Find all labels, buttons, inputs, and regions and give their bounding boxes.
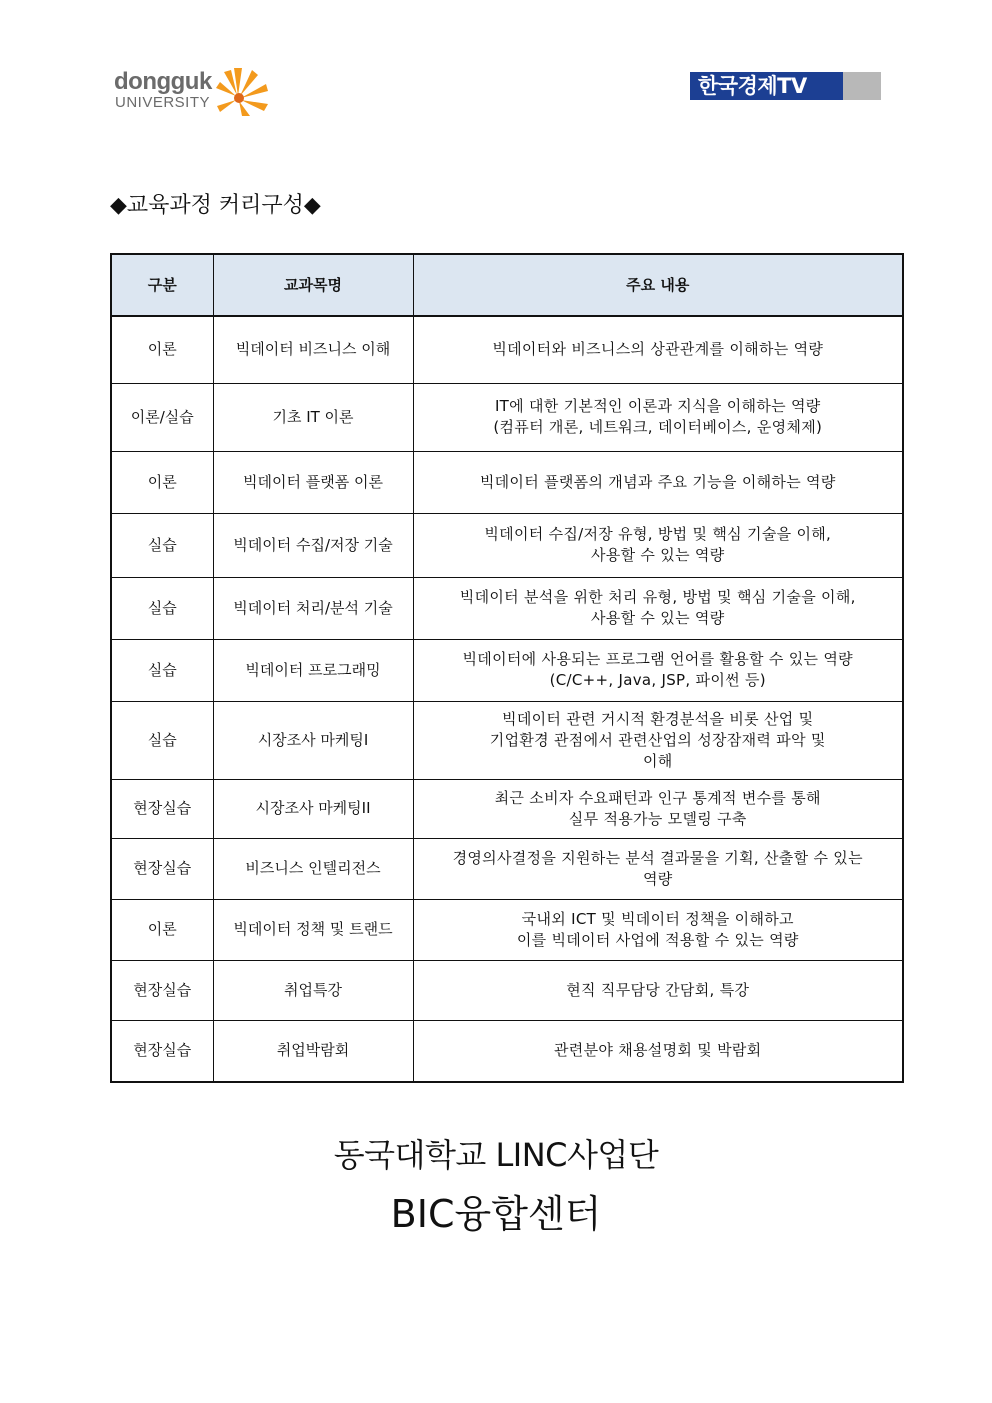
cell-subject: 시장조사 마케팅I [213,701,413,779]
content-line: 최근 소비자 수요패턴과 인구 통계적 변수를 통해 [494,788,821,807]
cell-subject: 빅데이터 비즈니스 이해 [213,316,413,383]
cell-category: 실습 [111,701,213,779]
cell-subject: 빅데이터 프로그래밍 [213,639,413,701]
curriculum-table [110,253,904,1083]
content-line: 빅데이터 관련 거시적 환경분석을 비롯 산업 및 [502,709,814,728]
cell-category: 현장실습 [111,838,213,899]
cell-content [413,838,903,899]
content-line: IT에 대한 기본적인 이론과 지식을 이해하는 역량 [494,397,821,415]
cell-category: 현장실습 [111,779,213,838]
cell-category: 이론 [111,316,213,383]
cell-subject: 취업특강 [213,960,413,1020]
cell-content [413,899,903,960]
content-line: 실무 적용가능 모델링 구축 [568,809,747,828]
content-line: 관련분야 채용설명회 및 박람회 [554,1041,762,1060]
content-line: 경영의사결정을 지원하는 분석 결과물을 기획, 산출할 수 있는 [452,848,863,867]
cell-subject: 시장조사 마케팅II [213,779,413,838]
cell-category: 현장실습 [111,1020,213,1082]
content-line: 현직 직무담당 간담회, 특강 [566,980,750,999]
dongguk-university-logo [114,66,274,116]
cell-subject: 빅데이터 수집/저장 기술 [213,513,413,577]
table-row [111,1020,903,1082]
tv-logo-text: 한국경제TV [690,72,843,100]
cell-category: 실습 [111,639,213,701]
content-line: 기업환경 관점에서 관련산업의 성장잠재력 파악 및 [489,730,826,749]
cell-category: 이론 [111,451,213,513]
table-row [111,899,903,960]
cell-category: 이론 [111,899,213,960]
cell-content [413,316,903,383]
table-row [111,960,903,1020]
cell-category: 실습 [111,577,213,639]
cell-subject: 빅데이터 플랫폼 이론 [213,451,413,513]
table-row [111,451,903,513]
table-row [111,316,903,383]
table-row [111,779,903,838]
dongguk-lotus-icon [214,66,270,116]
cell-content [413,639,903,701]
content-line: 빅데이터 플랫폼의 개념과 주요 기능을 이해하는 역량 [479,472,836,491]
cell-content [413,513,903,577]
table-row [111,383,903,451]
cell-content [413,451,903,513]
content-line: 빅데이터에 사용되는 프로그램 언어를 활용할 수 있는 역량 [462,650,853,668]
cell-category: 현장실습 [111,960,213,1020]
content-line: 사용할 수 있는 역량 [590,609,725,627]
cell-subject: 빅데이터 정책 및 트랜드 [213,899,413,960]
cell-content [413,577,903,639]
content-line: 역량 [642,869,673,888]
cell-subject: 비즈니스 인텔리전스 [213,838,413,899]
cell-subject: 취업박람회 [213,1020,413,1082]
cell-content [413,383,903,451]
cell-content [413,701,903,779]
header-category: 구분 [111,254,213,316]
content-line: 빅데이터 수집/저장 유형, 방법 및 핵심 기술을 이해, [484,525,832,543]
cell-subject: 기초 IT 이론 [213,383,413,451]
content-line: 이해 [642,751,673,770]
cell-subject: 빅데이터 처리/분석 기술 [213,577,413,639]
table-row [111,639,903,701]
cell-content [413,1020,903,1082]
tv-logo-gray-block [843,72,881,100]
hankyung-tv-logo [690,72,881,100]
content-line: 사용할 수 있는 역량 [590,546,725,564]
content-line: 이를 빅데이터 사업에 적용할 수 있는 역량 [516,930,799,949]
table-row [111,577,903,639]
header-subject: 교과목명 [213,254,413,316]
table-row [111,513,903,577]
content-line: 빅데이터 분석을 위한 처리 유형, 방법 및 핵심 기술을 이해, [459,588,856,606]
content-line: 빅데이터와 비즈니스의 상관관계를 이해하는 역량 [492,340,824,359]
cell-content [413,960,903,1020]
table-row [111,838,903,899]
section-title: ◆교육과정 커리구성◆ [110,193,321,218]
footer-center-name: BIC융합센터 [390,1192,602,1236]
content-line: (컴퓨터 개론, 네트워크, 데이터베이스, 운영체제) [493,418,823,436]
footer-organization: 동국대학교 LINC사업단 [333,1136,659,1174]
cell-category: 실습 [111,513,213,577]
dongguk-logo-sub: UNIVERSITY [115,94,211,111]
header-content: 주요 내용 [413,254,903,316]
cell-category: 이론/실습 [111,383,213,451]
content-line: 국내외 ICT 및 빅데이터 정책을 이해하고 [521,909,794,928]
content-line: (C/C++, Java, JSP, 파이썬 등) [549,671,766,689]
dongguk-logo-word: dongguk [114,68,212,95]
table-row [111,701,903,779]
table-header-row [111,254,903,316]
cell-content [413,779,903,838]
